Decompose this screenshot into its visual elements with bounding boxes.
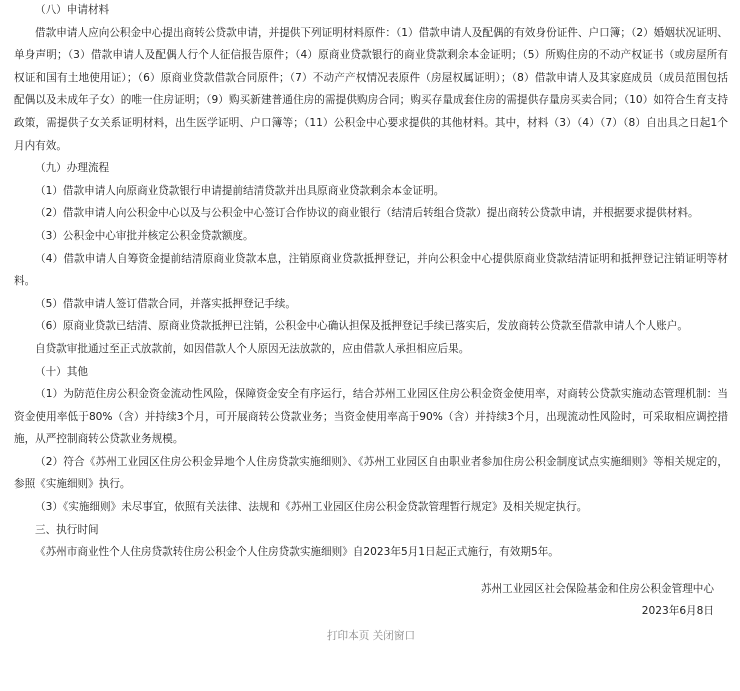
section-8-body: 借款申请人应向公积金中心提出商转公贷款申请，并提供下列证明材料原件：（1）借款申请人及配偶的有效身份证件、户口簿；（2）婚姻状况证明、单身声明；（3）借款申请人及配偶人行个人征信报告原件；（4）原商业贷款银行的商业贷款剩余本金证明；（5）所购住房的不动产权证书（或房屋所有权证和国有土地使用证）；（6）原商业贷款借款合同原件；（7）不动产产权情况表原件（房屋权属证明）；（8）借款申请人及其家庭成员（成员范围包括配偶以及未成年子女）的唯一住房证明；（9）购买新建普通住房的需提供购房合同；购买存量成套住房的需提供存量房买卖合同；（10）如符合生育支持政策，需提供子女关系证明材料，出生医学证明、户口簿等；（11）公积金中心要求提供的其他材料。其中，材料（3）（4）（7）（8）自出具之日起1个月内有效。 (14, 26, 728, 152)
signature-org: 苏州工业园区社会保险基金和住房公积金管理中心 (480, 582, 714, 595)
section-8-heading: （八）申请材料 (35, 4, 110, 16)
signature-date: 2023年6月8日 (641, 605, 714, 618)
section-9-heading: （九）办理流程 (35, 162, 110, 175)
section-9-note: 自贷款审批通过至正式放款前，如因借款人个人原因无法放款的，应由借款人承担相应后果。 (35, 342, 470, 355)
section-10-item: （1）为防范住房公积金资金流动性风险，保障资金安全有序运行，结合苏州工业园区住房公积金资金使用率，对商转公贷款实施动态管理机制：当资金使用率低于80%（含）并持续3个月，可开展商转公贷款业务；当资金使用率高于90%（含）并持续3个月，出现流动性风险时，可采取相应调控措施，从严控制商转公贷款业务规模。 (14, 388, 728, 446)
section-9-item: （4）借款申请人自筹资金提前结清原商业贷款本息，注销原商业贷款抵押登记，并向公积金中心提供原商业贷款结清证明和抵押登记注销证明等材料。 (14, 252, 728, 288)
section-9-item: （3）公积金中心审批并核定公积金贷款额度。 (35, 229, 254, 242)
footer-links-cut[interactable]: 打印本页 关闭窗口 (326, 630, 416, 643)
section-3-body: 《苏州市商业性个人住房贷款转住房公积金个人住房贷款实施细则》自2023年5月1日起正式施行，有效期5年。 (35, 546, 559, 559)
section-9-item: （5）借款申请人签订借款合同，并落实抵押登记手续。 (35, 297, 296, 310)
section-10-heading: （十）其他 (35, 365, 88, 378)
section-10-item: （2）符合《苏州工业园区住房公积金异地个人住房贷款实施细则》、《苏州工业园区自由职业者参加住房公积金制度试点实施细则》等相关规定的，参照《实施细则》执行。 (14, 455, 728, 491)
section-9-item: （2）借款申请人向公积金中心以及与公积金中心签订合作协议的商业银行（结清后转组合贷款）提出商转公贷款申请，并根据要求提供材料。 (35, 207, 699, 220)
section-10-item: （3）《实施细则》未尽事宜，依照有关法律、法规和《苏州工业园区住房公积金贷款管理暂行规定》及相关规定执行。 (35, 501, 588, 514)
section-9-item: （1）借款申请人向原商业贷款银行申请提前结清贷款并出具原商业贷款剩余本金证明。 (35, 184, 445, 197)
section-9-item: （6）原商业贷款已结清、原商业贷款抵押已注销，公积金中心确认担保及抵押登记手续已落实后，发放商转公贷款至借款申请人个人账户。 (35, 320, 688, 333)
section-3-heading: 三、执行时间 (35, 523, 99, 536)
